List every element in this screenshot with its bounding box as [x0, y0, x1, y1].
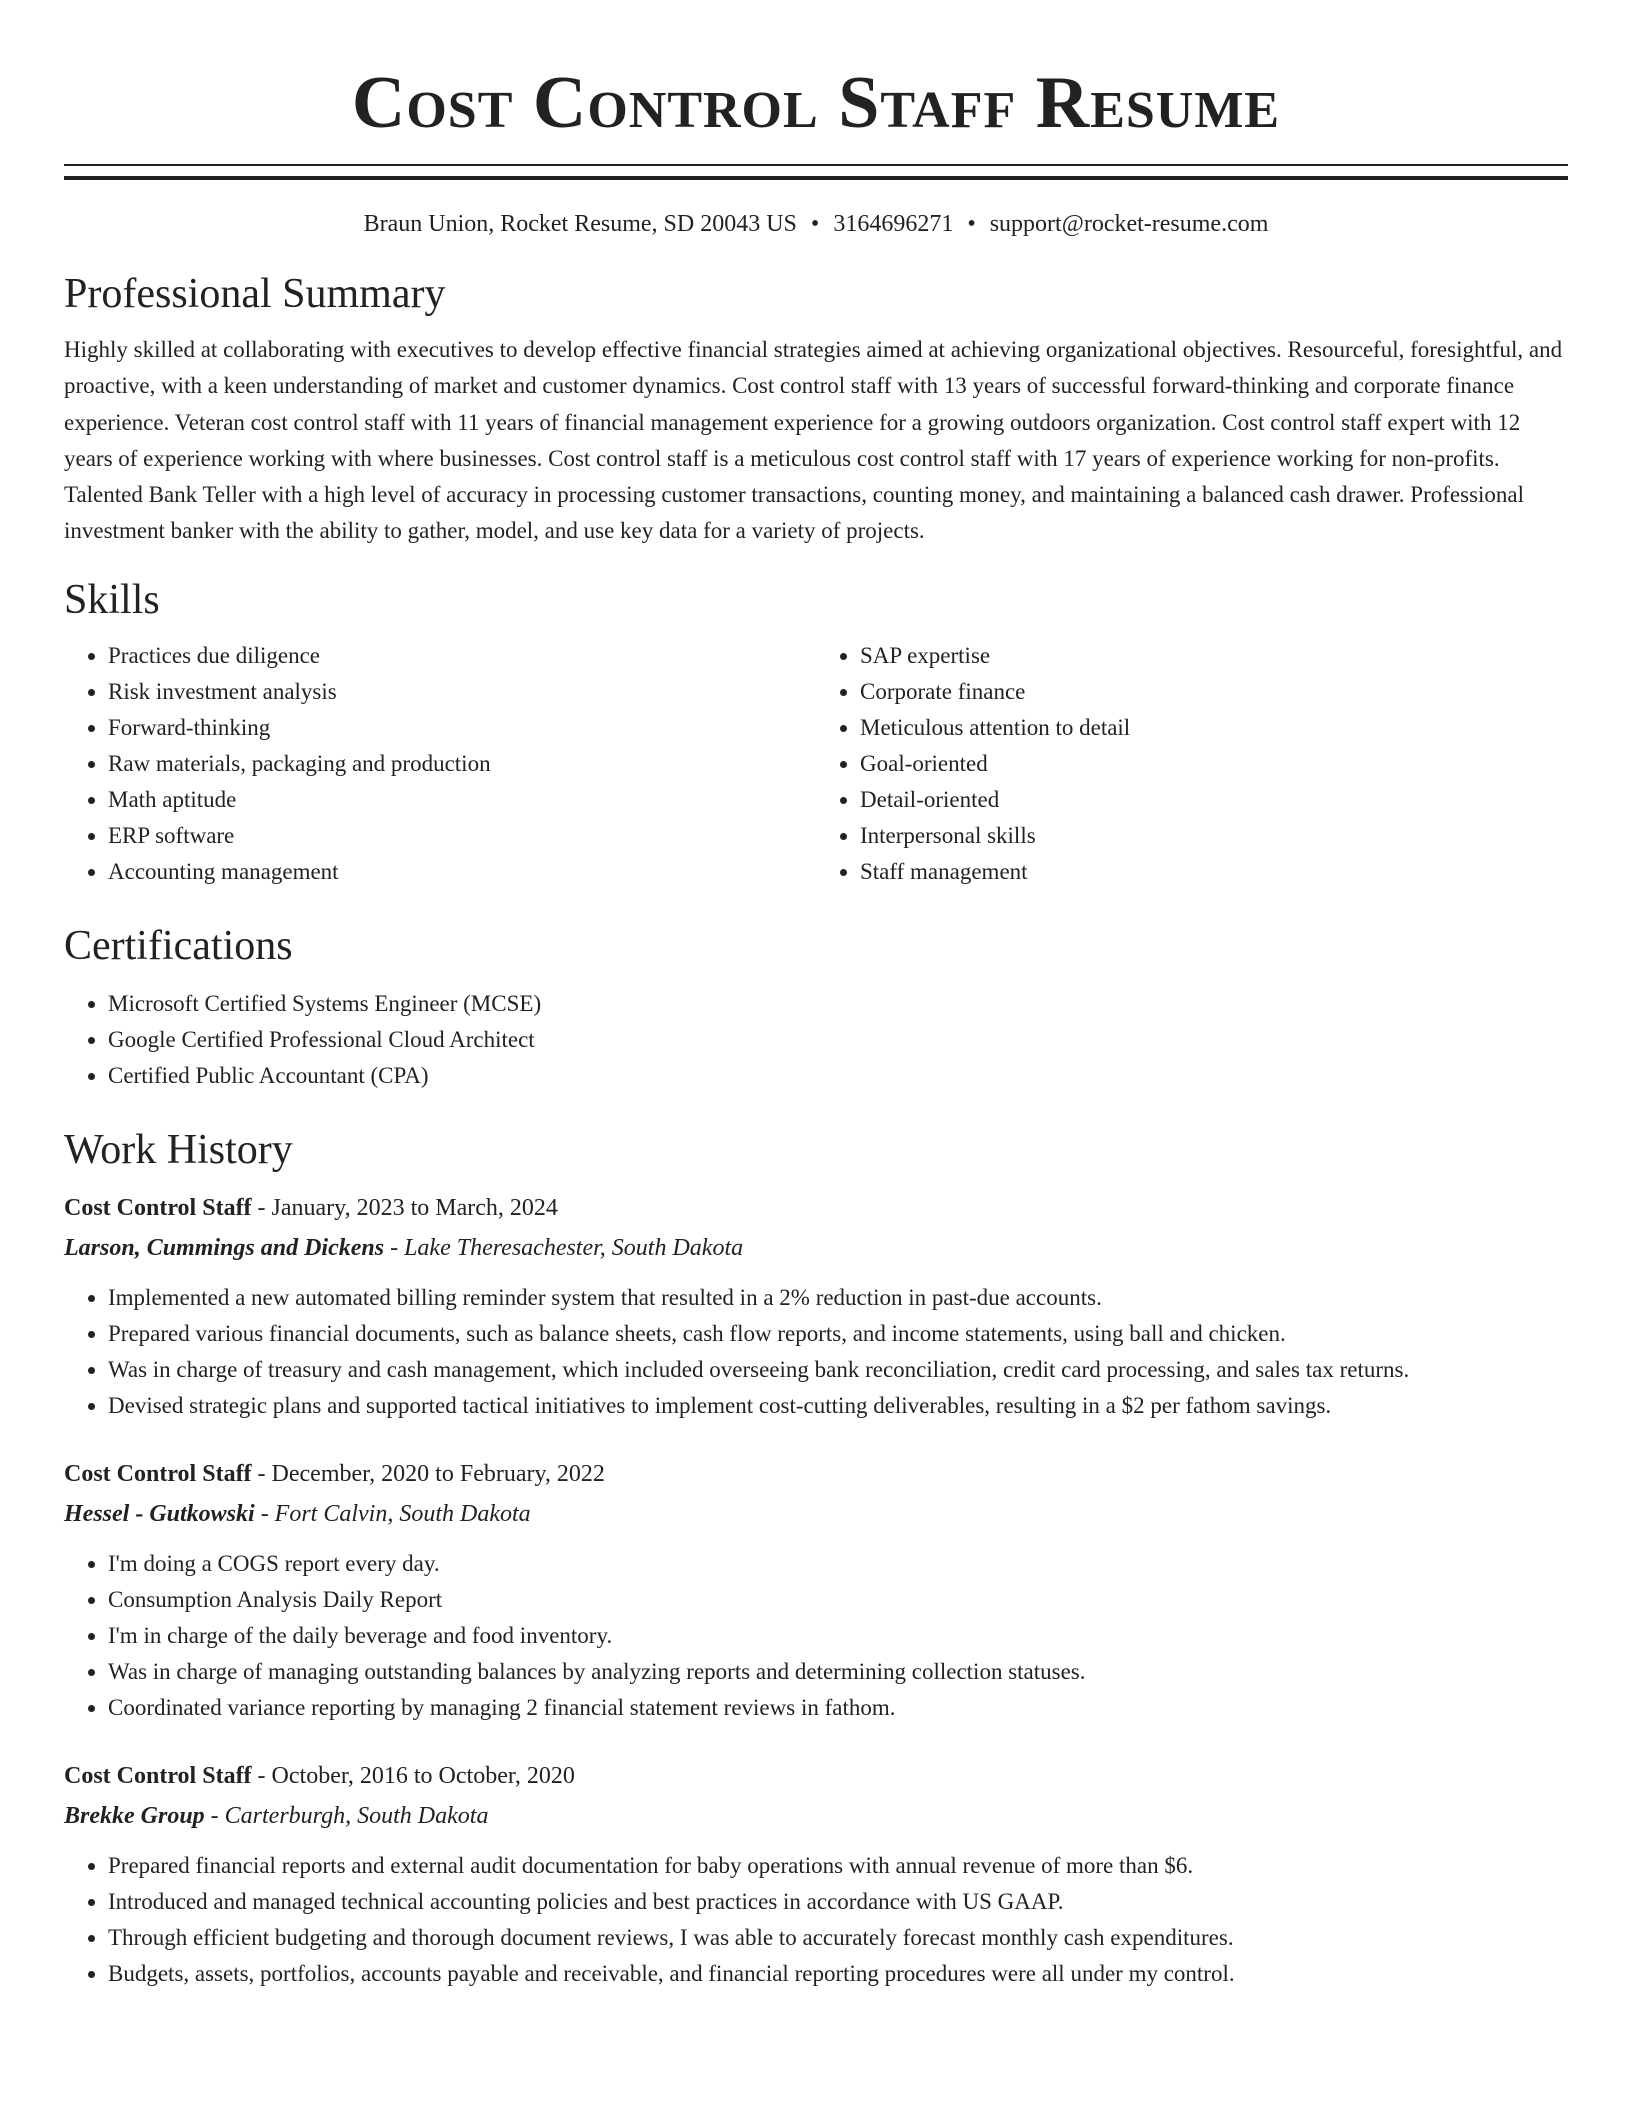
title-divider [64, 164, 1568, 180]
job-dates: - October, 2016 to October, 2020 [251, 1762, 575, 1789]
certifications-list [64, 986, 1568, 1094]
job-bullet: • I'm in charge of the daily beverage and food inventory. [108, 1618, 1568, 1654]
skill-item: • Interpersonal skills [860, 818, 1568, 854]
job-company: Brekke Group [64, 1802, 205, 1829]
certifications-heading: Certifications [64, 922, 293, 969]
job-bullet: • Prepared financial reports and external audit documentation for baby operations with annual revenue of more than $6. [108, 1848, 1568, 1884]
skill-item: • Accounting management [108, 854, 816, 890]
skills-section [64, 574, 1568, 890]
contact-address: Braun Union, Rocket Resume, SD 20043 US [363, 211, 797, 237]
job-company-line [64, 1228, 1568, 1268]
job-title: Cost Control Staff [64, 1194, 252, 1221]
skills-heading: Skills [64, 576, 160, 623]
certifications-section [64, 920, 1568, 1094]
job-title-line [64, 1756, 1568, 1796]
skill-item: • Meticulous attention to detail [860, 710, 1568, 746]
job-company: Hessel - Gutkowski [64, 1500, 255, 1527]
contact-phone: 3164696271 [833, 211, 954, 237]
skill-item: • Risk investment analysis [108, 674, 816, 710]
contact-email[interactable]: support@rocket-resume.com [989, 211, 1269, 237]
skill-item: • Practices due diligence [108, 638, 816, 674]
job-title-line [64, 1454, 1568, 1494]
certification-item: • Microsoft Certified Systems Engineer (MCSE) [108, 986, 1568, 1022]
job-title: Cost Control Staff [64, 1762, 252, 1789]
skill-item: • ERP software [108, 818, 816, 854]
summary-heading: Professional Summary [64, 271, 446, 317]
job-bullet: • Introduced and managed technical accounting policies and best practices in accordance with US GAAP. [108, 1884, 1568, 1920]
job-location: - Carterburgh, South Dakota [204, 1802, 489, 1829]
job-entry [64, 1188, 1568, 1424]
skills-list-left [64, 638, 816, 890]
job-bullet: • Devised strategic plans and supported tactical initiatives to implement cost-cutting deliverables, resulting in a $2 per fathom savings. [108, 1388, 1568, 1424]
certification-item: • Certified Public Accountant (CPA) [108, 1058, 1568, 1094]
skills-columns [64, 638, 1568, 890]
skill-item: • Math aptitude [108, 782, 816, 818]
contact-line [64, 208, 1568, 240]
skill-item: • Corporate finance [860, 674, 1568, 710]
job-bullet: • Consumption Analysis Daily Report [108, 1582, 1568, 1618]
certification-item: • Google Certified Professional Cloud Architect [108, 1022, 1568, 1058]
job-bullet: • Prepared various financial documents, such as balance sheets, cash flow reports, and income statements, using ball and chicken. [108, 1316, 1568, 1352]
skill-item: • Goal-oriented [860, 746, 1568, 782]
skill-item: • Raw materials, packaging and production [108, 746, 816, 782]
job-bullet: • Coordinated variance reporting by managing 2 financial statement reviews in fathom. [108, 1690, 1568, 1726]
resume-title: Cost Control Staff Resume [351, 62, 1281, 144]
job-company-line [64, 1796, 1568, 1836]
job-bullet: • I'm doing a COGS report every day. [108, 1546, 1568, 1582]
job-bullet: • Budgets, assets, portfolios, accounts payable and receivable, and financial reporting procedures were all under my control. [108, 1956, 1568, 1992]
job-bullets [64, 1546, 1568, 1726]
job-bullet: • Through efficient budgeting and thorough document reviews, I was able to accurately forecast monthly cash expenditures. [108, 1920, 1568, 1956]
skill-item: • Staff management [860, 854, 1568, 890]
job-dates: - January, 2023 to March, 2024 [251, 1194, 558, 1221]
skill-item: • Forward-thinking [108, 710, 816, 746]
skill-item: • Detail-oriented [860, 782, 1568, 818]
resume-page [64, 0, 1568, 1992]
job-entry [64, 1454, 1568, 1726]
job-company-line [64, 1494, 1568, 1534]
job-bullets [64, 1280, 1568, 1424]
contact-separator: • [810, 211, 820, 237]
job-bullet: • Was in charge of treasury and cash management, which included overseeing bank reconciliation, credit card processing, and sales tax returns. [108, 1352, 1568, 1388]
work-history-section [64, 1124, 1568, 1992]
job-location: - Lake Theresachester, South Dakota [384, 1234, 744, 1261]
work-history-heading: Work History [64, 1126, 293, 1173]
job-dates: - December, 2020 to February, 2022 [251, 1460, 605, 1487]
contact-separator: • [967, 211, 976, 237]
summary-text: Highly skilled at collaborating with executives to develop effective financial strategies aimed at achieving organizational objectives. Resourceful, foresightful, and proactive, with a keen understanding of market and customer dynamics. Cost control staff with 13 years of successful forward-thinking and corporate finance experience. Veteran cost control staff with 11 years of financial management experience for a growing outdoors organization. Cost control staff expert with 12 years of experience working with where businesses. Cost control staff is a meticulous cost control staff with 17 years of experience working for non-profits. Talented Bank Teller with a high level of accuracy in processing customer transactions, counting money, and maintaining a balanced cash drawer. Professional investment banker with the ability to gather, model, and use key data for a variety of projects. [64, 337, 1563, 544]
job-bullet: • Implemented a new automated billing reminder system that resulted in a 2% reduction in past-due accounts. [108, 1280, 1568, 1316]
job-title: Cost Control Staff [64, 1460, 252, 1487]
skill-item: • SAP expertise [860, 638, 1568, 674]
summary-section [64, 268, 1568, 550]
job-bullets [64, 1848, 1568, 1992]
job-entry [64, 1756, 1568, 1992]
job-location: - Fort Calvin, South Dakota [254, 1500, 531, 1527]
job-bullet: • Was in charge of managing outstanding balances by analyzing reports and determining collection statuses. [108, 1654, 1568, 1690]
job-title-line [64, 1188, 1568, 1228]
job-company: Larson, Cummings and Dickens [64, 1234, 385, 1261]
skills-list-right [816, 638, 1568, 890]
